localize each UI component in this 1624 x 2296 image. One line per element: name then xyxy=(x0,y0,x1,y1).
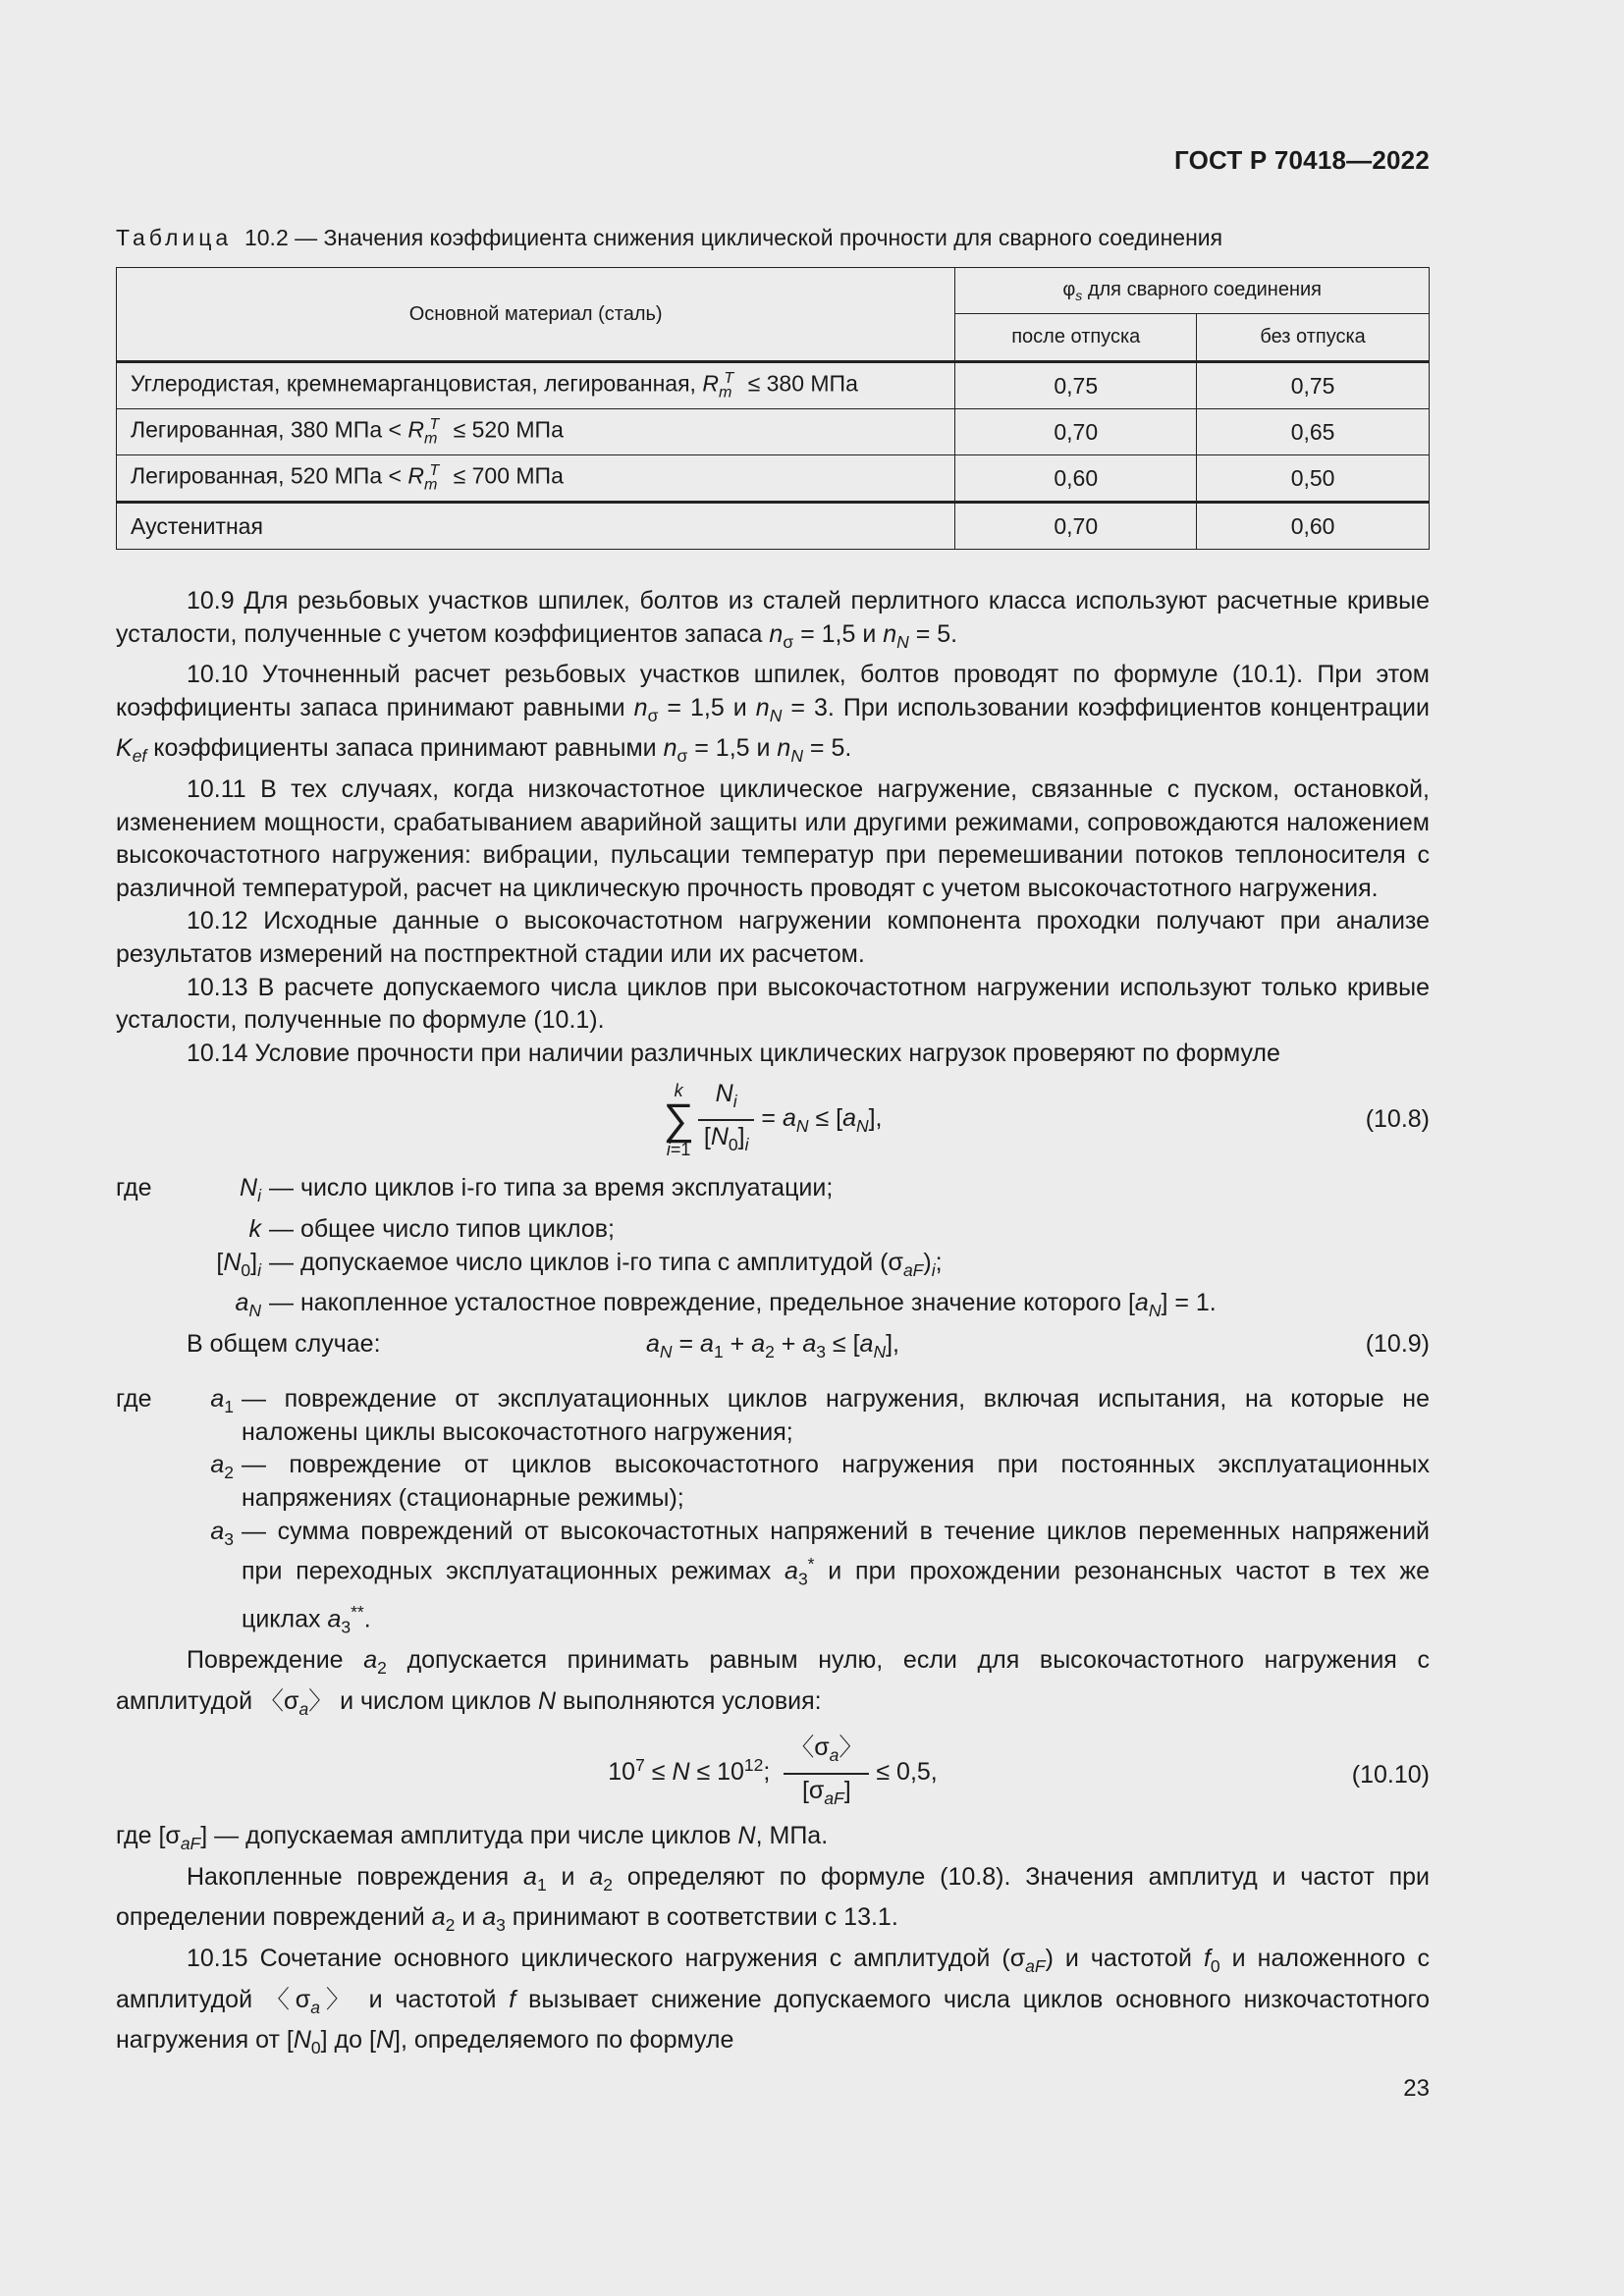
table-row xyxy=(117,409,1430,455)
definition-saf: где $[\sigma_{aF}]$ — допускаемая амплитуда при числе циклов N, МПа. xyxy=(116,1822,829,1854)
coefficient-table xyxy=(116,267,1430,550)
paragraph-10-9: 10.9 Для резьбовых участков шпилек, болтов из сталей перлитного класса используют расчетные кривые усталости, полученные с учетом коэффициентов запаса $n_\sigma = 1,5$ и $n_N = 5$. xyxy=(116,587,1430,652)
table-row xyxy=(117,503,1430,550)
paragraph-damage: Повреждение $a_2$ допускается принимать равным нулю, если для высокочастотного нагружения с амплитудой 〈$\sigma_a$〉 и числом циклов N выполняются условия: xyxy=(116,1646,1431,1719)
paragraph-10-12: 10.12 Исходные данные о высокочастотном нагружении компонента проходки получают при анализе результатов измерений на постпректной стадии или их расчетом. xyxy=(116,907,1430,968)
cell-material: Легированная, 520 МПа < $R_m^T \le 700$ МПа xyxy=(117,455,955,503)
paragraph-10-10: 10.10 Уточненный расчет резьбовых участков шпилек, болтов проводят по формуле (10.1). При этом коэффициенты запаса принимают равными $n_\sigma = 1,5$ и $n_N = 3$. При использовании коэффициентов концентрации $K_{ef}$ коэффициенты запаса принимают равными $n_\sigma = 1,5$ и $n_N = 5$. xyxy=(116,661,1430,767)
equation-number: (10.9) xyxy=(1365,1330,1430,1359)
table-caption-prefix: Таблица xyxy=(116,225,233,250)
body-text xyxy=(116,585,1430,2065)
page-number: 23 xyxy=(1403,2075,1430,2102)
equation-10-10: $10^7 \le N \le 10^{12}$; $\frac{〈\sigma_a〉}{[\sigma_{aF}]}$ ≤ 0,5, (10.10) xyxy=(116,1726,1430,1820)
equation-10-8: k ∑ i=1 $\frac{N_i}{[N_0]_i}$ = $a_N \le [a_N]$, (10.8) xyxy=(116,1070,1430,1172)
table-row xyxy=(117,455,1430,503)
cell-material: Легированная, 380 МПа < $R_m^T \le 520$ МПа xyxy=(117,409,955,455)
header-phi-group: $\varphi_s$ для сварного соединения xyxy=(955,268,1430,314)
table-caption-text: 10.2 — Значения коэффициента снижения циклической прочности для сварного соединения xyxy=(244,225,1223,250)
paragraph-10-11: 10.11 В тех случаях, когда низкочастотное циклическое нагружение, связанные с пуском, остановкой, изменением мощности, срабатыванием аварийной защиты или другими режимами, сопровождаются наложением высокочастотного нагружения: вибрации, пульсации температур при перемешивании потоков теплоносителя с различной температурой, расчет на циклическую прочность проводят с учетом высокочастотного нагружения. xyxy=(116,774,1430,902)
equation-10-9: $a_N = a_1 + a_2 + a_3 \le [a_N]$, (10.9) xyxy=(646,1330,1430,1362)
definition-item: где $a_1$ — повреждение от эксплуатационных циклов нагружения, включая испытания, на которые не наложены циклы высокочастотного нагружения; xyxy=(116,1385,1430,1446)
cell-value: 0,75 xyxy=(1197,362,1430,409)
cell-value: 0,70 xyxy=(955,409,1197,455)
cell-value: 0,50 xyxy=(1197,455,1430,503)
cell-value: 0,60 xyxy=(955,455,1197,503)
cell-material: Углеродистая, кремнемарганцовистая, легированная, $R_m^T \le 380$ МПа xyxy=(117,362,955,409)
cell-value: 0,75 xyxy=(955,362,1197,409)
paragraph-10-15: 10.15 Сочетание основного циклического нагружения с амплитудой $(\sigma_{aF})$ и частотой $f_0$ и наложенного с амплитудой 〈$\sigma_a$〉 и частотой f вызывает снижение допускаемого числа циклов основного низкочастотного нагружения от $[N_0]$ до [N], определяемого по формуле xyxy=(116,1945,1430,2058)
paragraph-10-13: 10.13 В расчете допускаемого числа циклов при высокочастотном нагружении используют только кривые усталости, полученные по формуле (10.1). xyxy=(116,973,1430,1035)
equation-number: (10.8) xyxy=(1365,1105,1430,1134)
cell-value: 0,65 xyxy=(1197,409,1430,455)
header-material: Основной материал (сталь) xyxy=(117,268,955,362)
definition-item: k — общее число типов циклов; xyxy=(248,1214,616,1243)
equation-number: (10.10) xyxy=(1351,1761,1430,1789)
general-case-text: В общем случае: xyxy=(187,1329,381,1358)
definition-item: $a_3$ — сумма повреждений от высокочастотных напряжений в течение циклов переменных напряжений при переходных эксплуатационных режимах $a_3^*$ и при прохождении резонансных частот в тех же циклах $a_3^{**}$. xyxy=(210,1517,1430,1637)
table-row xyxy=(117,362,1430,409)
definition-item: $a_2$ — повреждение от циклов высокочастотного нагружения при постоянных эксплуатационных напряжениях (стационарные режимы); xyxy=(210,1451,1430,1513)
table-caption xyxy=(116,225,1222,251)
paragraph-accumulated: Накопленные повреждения $a_1$ и $a_2$ определяют по формуле (10.8). Значения амплитуд и частот при определении повреждений $a_2$ и $a_3$ принимают в соответствии с 13.1. xyxy=(116,1862,1431,1936)
definition-item: $[N_0]_i$ — допускаемое число циклов i-го типа с амплитудой $(\sigma_{aF})_i$; xyxy=(216,1248,943,1280)
cell-material: Аустенитная xyxy=(117,503,955,550)
paragraph-10-14: 10.14 Условие прочности при наличии различных циклических нагрузок проверяют по формуле xyxy=(187,1039,1280,1067)
cell-value: 0,60 xyxy=(1197,503,1430,550)
header-without-tempering: без отпуска xyxy=(1197,314,1430,362)
definition-item: где $N_i$ — число циклов i-го типа за время эксплуатации; xyxy=(116,1174,834,1206)
cell-value: 0,70 xyxy=(955,503,1197,550)
header-after-tempering: после отпуска xyxy=(955,314,1197,362)
document-header: ГОСТ Р 70418—2022 xyxy=(1174,145,1430,175)
definition-item: $a_N$ — накопленное усталостное повреждение, предельное значение которого $[a_N] = 1$. xyxy=(235,1289,1217,1321)
